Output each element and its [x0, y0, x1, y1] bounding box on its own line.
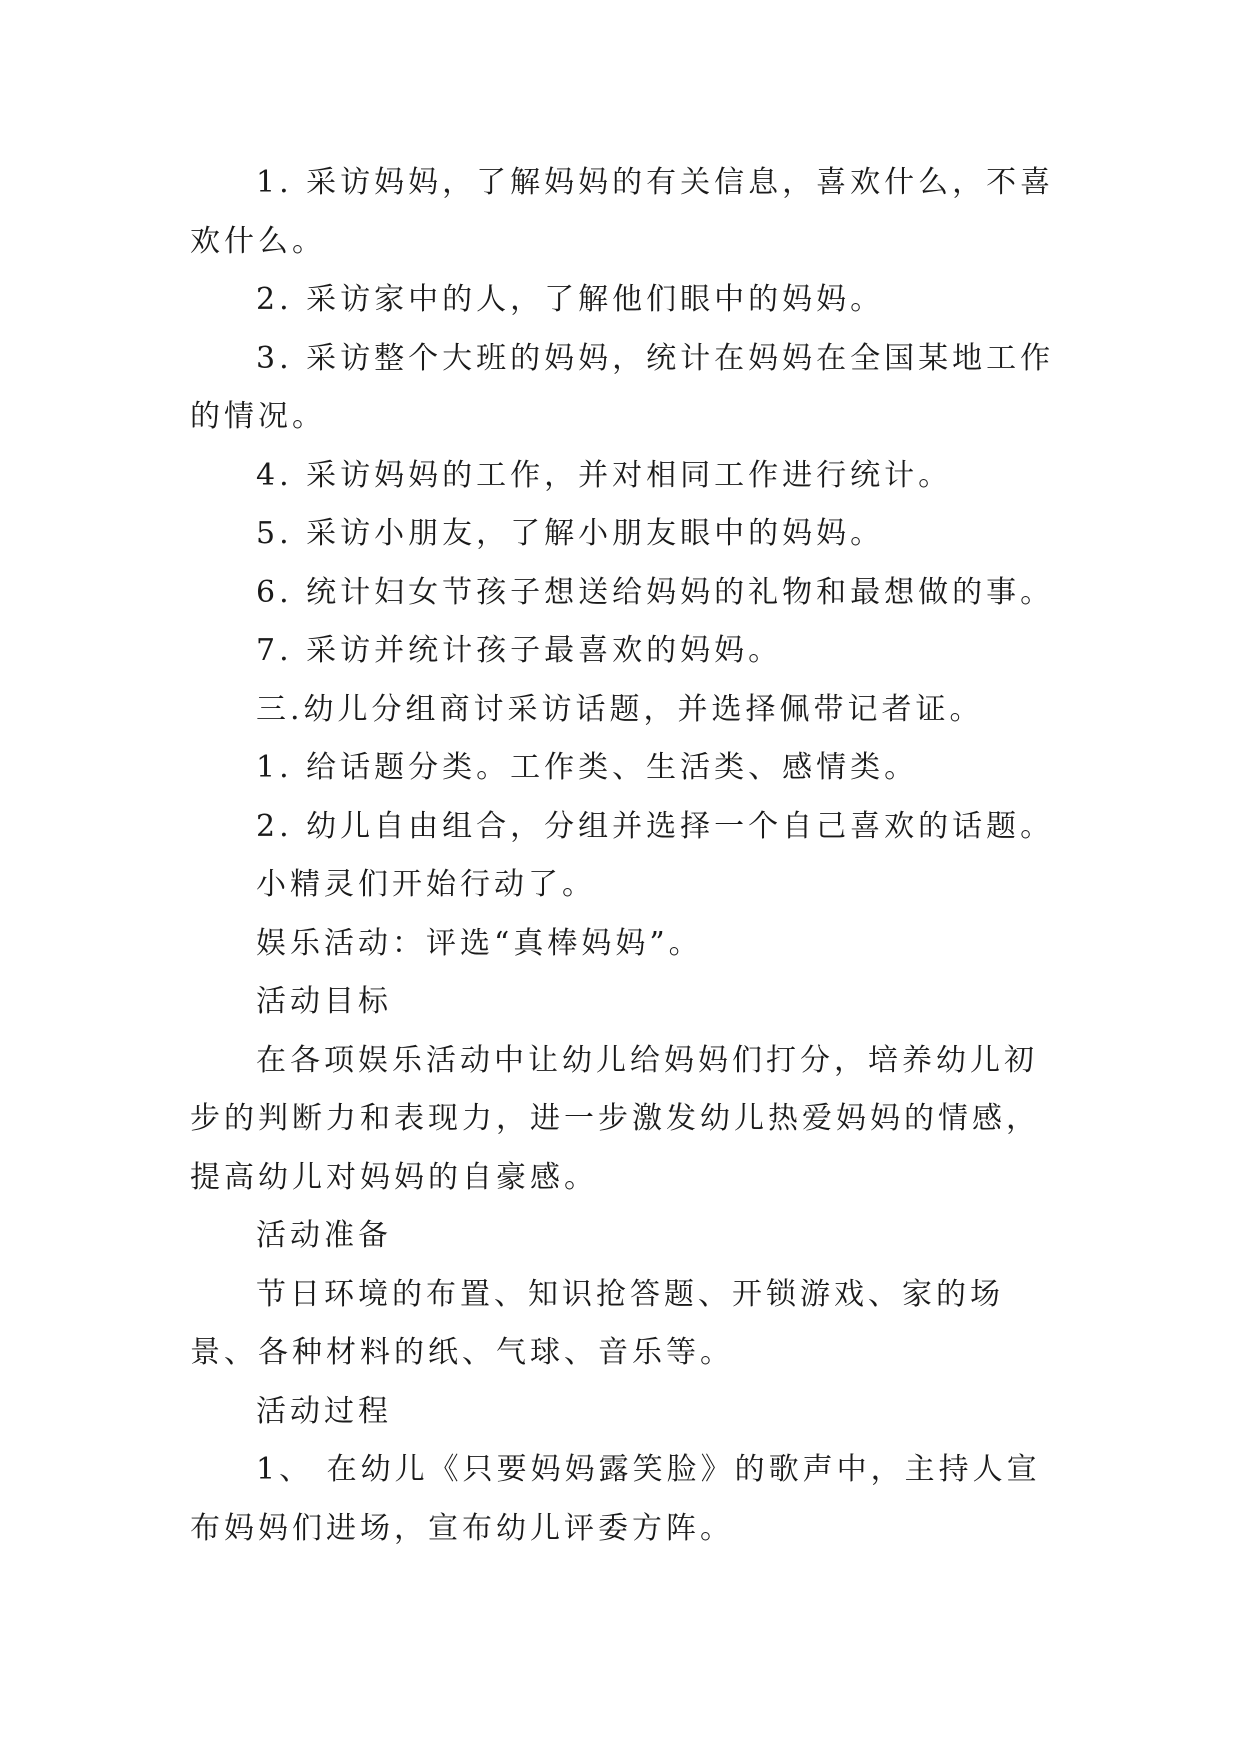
- paragraph-interview-class-mothers: 3. 采访整个大班的妈妈，统计在妈妈在全国某地工作的情况。: [190, 340, 1055, 434]
- paragraph-favorite-mother: 7. 采访并统计孩子最喜欢的妈妈。: [256, 633, 783, 668]
- heading-activity-goals: 活动目标: [256, 984, 392, 1019]
- paragraph-activity-preparation: 节日环境的布置、知识抢答题、开锁游戏、家的场景、各种材料的纸、气球、音乐等。: [190, 1276, 1004, 1370]
- paragraph-section-three: 三.幼儿分组商讨采访话题，并选择佩带记者证。: [256, 691, 984, 727]
- paragraph-free-grouping: 2. 幼儿自由组合，分组并选择一个自己喜欢的话题。: [256, 808, 1055, 844]
- heading-entertainment-activity: 娱乐活动：评选“真棒妈妈”。: [256, 925, 703, 961]
- paragraph-activity-process-step1: 1、 在幼儿《只要妈妈露笑脸》的歌声中，主持人宣布妈妈们进场，宣布幼儿评委方阵。: [190, 1452, 1041, 1546]
- paragraph-gift-statistics: 6. 统计妇女节孩子想送给妈妈的礼物和最想做的事。: [256, 574, 1055, 610]
- document-body: [190, 154, 1070, 1558]
- paragraph-topic-categories: 1. 给话题分类。工作类、生活类、感情类。: [256, 750, 919, 785]
- paragraph-interview-children: 5. 采访小朋友，了解小朋友眼中的妈妈。: [256, 516, 885, 551]
- paragraph-activity-goals: 在各项娱乐活动中让幼儿给妈妈们打分，培养幼儿初步的判断力和表现力，进一步激发幼儿热爱妈妈的情感，提高幼儿对妈妈的自豪感。: [190, 1042, 1040, 1195]
- paragraph-interview-work: 4. 采访妈妈的工作，并对相同工作进行统计。: [256, 457, 953, 493]
- heading-activity-preparation: 活动准备: [256, 1218, 392, 1253]
- paragraph-start-action: 小精灵们开始行动了。: [256, 867, 596, 902]
- paragraph-interview-mother: 1. 采访妈妈，了解妈妈的有关信息，喜欢什么，不喜欢什么。: [190, 165, 1055, 259]
- heading-activity-process: 活动过程: [256, 1393, 392, 1429]
- paragraph-interview-family: 2. 采访家中的人，了解他们眼中的妈妈。: [256, 282, 885, 317]
